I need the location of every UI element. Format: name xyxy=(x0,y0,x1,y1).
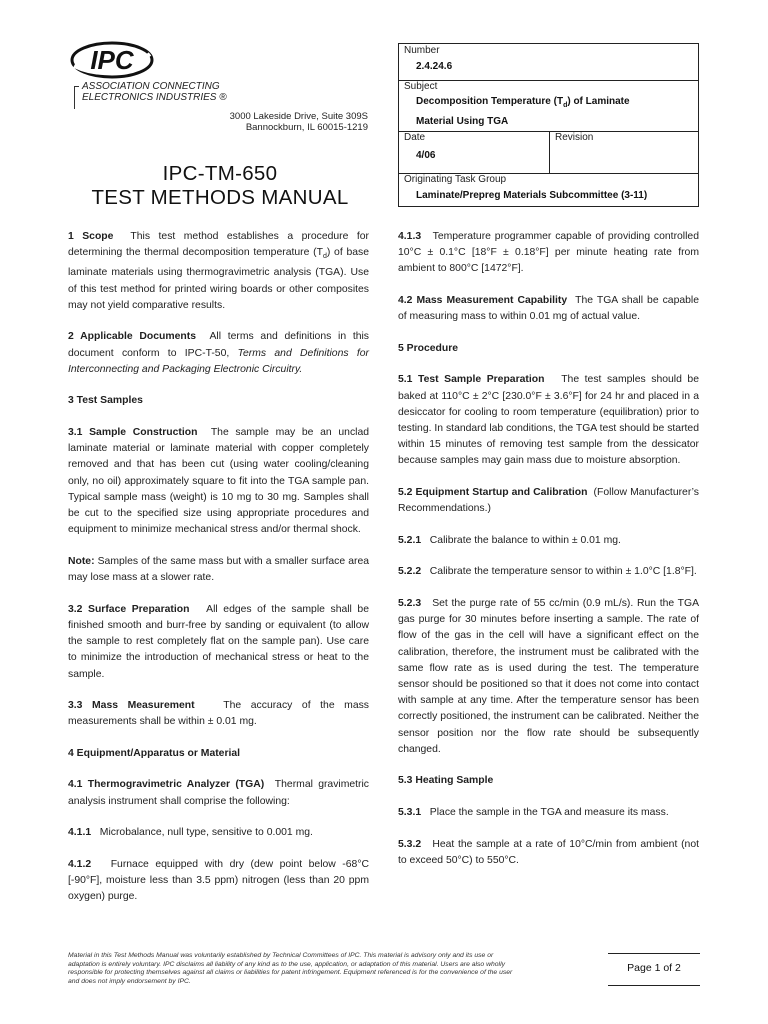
section-2-applicable-documents xyxy=(68,329,369,378)
section-text: Calibrate the balance to within ± 0.01 mg. xyxy=(429,534,621,546)
section-5-1 xyxy=(398,372,699,469)
address xyxy=(230,111,368,133)
section-heading: 3.3 Mass Measurement xyxy=(68,700,195,712)
title-line-1: IPC-TM-650 xyxy=(162,162,278,185)
date-value: 4/06 xyxy=(416,150,436,161)
ipc-logo xyxy=(70,40,154,80)
subject-text-c: Material Using TGA xyxy=(416,116,509,127)
subject-text-b: ) of Laminate xyxy=(567,96,630,107)
section-text: This test method establishes a procedure for determining the thermal decomposition temperature (T xyxy=(68,231,369,259)
manual-title xyxy=(70,162,370,210)
page-number: Page 1 of 2 xyxy=(627,962,681,974)
section-text: The accuracy of the mass measurements shall be within ± 0.01 mg. xyxy=(68,700,369,728)
subscript: d xyxy=(322,253,327,261)
section-text: Furnace equipped with dry (dew point below -68°C [-90°F], moisture less than 3.5 ppm) nitrogen (less than 20 ppm oxygen) purge. xyxy=(68,858,369,903)
section-5-3-2 xyxy=(398,837,699,869)
section-heading: 5.3 Heating Sample xyxy=(398,775,494,787)
section-heading: 4 Equipment/Apparatus or Material xyxy=(68,747,241,759)
section-3-1 xyxy=(68,425,369,538)
document-title: Terms and Definitions for Interconnecting and Packaging Electronic Circuitry. xyxy=(68,347,369,375)
revision-label: Revision xyxy=(555,132,594,143)
subject-value xyxy=(416,94,630,130)
section-text: Place the sample in the TGA and measure its mass. xyxy=(429,807,669,818)
note xyxy=(68,554,369,586)
section-heading: 5.2 Equipment Startup and Calibration xyxy=(398,487,588,498)
address-line-2: Bannockburn, IL 60015-1219 xyxy=(245,122,368,133)
section-text: Thermal gravimetric analysis instrument shall comprise the following: xyxy=(68,779,369,807)
section-5-2-1 xyxy=(398,533,699,549)
left-column xyxy=(68,229,369,921)
number-label: Number xyxy=(404,45,440,56)
section-text: The test samples should be baked at 110°C ± 2°C [230.0°F ± 3.6°F] for 24 hr and placed in a desiccator for cooling to room temperature (equilibration) prior to testing. In standard lab conditions, the TGA test should be started within 15 minutes of removing test sample from the dessicator because samples may gain mass due to moisture absorption. xyxy=(398,374,699,467)
section-heading: 3.1 Sample Construction xyxy=(68,427,198,439)
section-heading: 5.3.1 xyxy=(398,807,422,818)
section-3-2 xyxy=(68,602,369,683)
association-line-1: ASSOCIATION CONNECTING xyxy=(82,81,220,92)
section-3-heading xyxy=(68,393,369,409)
document-info-box xyxy=(398,43,699,207)
section-heading: 5.1 Test Sample Preparation xyxy=(398,374,545,386)
section-heading: 2 Applicable Documents xyxy=(68,331,196,343)
date-revision-divider xyxy=(549,131,550,173)
task-group-value: Laminate/Prepreg Materials Subcommittee (3-11) xyxy=(416,190,648,201)
section-4-1-3 xyxy=(398,229,699,278)
note-label: Note: xyxy=(68,555,95,567)
section-text: (Follow Manufacturer’s Recommendations.) xyxy=(398,487,699,515)
section-text: ) of base laminate materials using thermogravimetric analysis (TGA). Use of this test method for printed wiring boards or other composites may not yield comparative results. xyxy=(68,247,369,311)
section-text: Calibrate the temperature sensor to within ± 1.0°C [1.8°F]. xyxy=(429,566,697,578)
section-3-3 xyxy=(68,698,369,730)
section-text: All terms and definitions in this document conform to IPC-T-50, xyxy=(68,331,370,359)
footer-disclaimer: Material in this Test Methods Manual was voluntarily established by Technical Committees of IPC. This material is advisory only and its use or adaptation is entirely voluntary. IPC disclaims all liability of any kind as to the use, application, or adaptation of this material. Users are also wholly responsible for protecting themselves against all claims or liabilities for patent infringement. Equipment referenced is for the convenience of the user and does not imply endorsement by IPC. xyxy=(68,952,513,985)
subject-text-a: Decomposition Temperature (T xyxy=(416,96,564,107)
section-text: Temperature programmer capable of providing controlled 10°C ± 0.1°C [18°F ± 0.18°F] per minute heating rate from ambient to 800°C [1472°F]. xyxy=(398,231,699,275)
section-5-2 xyxy=(398,485,699,517)
section-4-1-2 xyxy=(68,857,369,906)
section-heading: 5.3.2 xyxy=(398,838,422,850)
section-heading: 5 Procedure xyxy=(398,342,459,354)
section-heading: 5.2.2 xyxy=(398,566,422,578)
section-text: The sample may be an unclad laminate material or laminate material with copper completely removed and that has been cut (using water cooling/cleaning only, no oil) approximately square to fit into the TGA sample pan. Typical sample mass (weight) is 10 mg to 30 mg. Samples shall be cut to the specified size using appropriate procedures and equipment to minimize mechanical stress and/or thermal shock. xyxy=(68,427,370,536)
section-5-heading xyxy=(398,341,699,357)
section-text: Microbalance, null type, sensitive to 0.001 mg. xyxy=(99,827,313,839)
section-heading: 5.2.3 xyxy=(398,597,422,609)
section-5-2-2 xyxy=(398,564,699,580)
logo-text: IPC xyxy=(90,45,134,75)
right-column xyxy=(398,229,699,884)
section-text: Heat the sample at a rate of 10°C/min from ambient (not to exceed 50°C) to 550°C. xyxy=(398,838,699,866)
section-heading: 4.1.3 xyxy=(398,231,422,242)
logo-bracket xyxy=(74,86,79,109)
subject-label: Subject xyxy=(404,81,438,92)
section-5-2-3 xyxy=(398,596,699,758)
section-1-scope xyxy=(68,229,369,314)
task-group-row xyxy=(399,173,698,208)
section-4-2 xyxy=(398,293,699,325)
note-text: Samples of the same mass but with a smaller surface area may lose mass at a slower rate. xyxy=(68,555,369,584)
number-value: 2.4.24.6 xyxy=(416,61,453,72)
section-text: The TGA shall be capable of measuring mass to within 0.01 mg of actual value. xyxy=(398,295,700,323)
section-heading: 3.2 Surface Preparation xyxy=(68,603,190,615)
section-heading: 1 Scope xyxy=(68,231,114,242)
section-heading: 4.1 Thermogravimetric Analyzer (TGA) xyxy=(68,779,265,791)
association-name xyxy=(82,81,227,103)
section-4-1 xyxy=(68,777,369,809)
section-5-3-heading xyxy=(398,773,699,789)
section-text: Set the purge rate of 55 cc/min (0.9 mL/s). Run the TGA gas purge for 30 minutes before inserting a sample. The rate of flow of the gas in the cell will have a significant effect on the calibration, therefore, the instrument must be calibrated with the same flow rate as is used during the test. The temperature sensor should be positioned so that it does not come into contact with sample at any time. After the temperature sensor has been correctly positioned, the instrument can be calibrated. Neither the sensor position nor the flow rate should be subsequently changed. xyxy=(398,597,699,755)
section-heading: 5.2.1 xyxy=(398,534,422,546)
section-heading: 4.2 Mass Measurement Capability xyxy=(398,295,568,306)
section-heading: 4.1.2 xyxy=(68,858,92,870)
section-4-heading xyxy=(68,746,369,762)
association-line-2: ELECTRONICS INDUSTRIES ® xyxy=(82,92,227,103)
number-row xyxy=(399,44,698,81)
subject-row xyxy=(399,80,698,132)
section-4-1-1 xyxy=(68,825,369,841)
section-heading: 3 Test Samples xyxy=(68,395,143,407)
section-text: All edges of the sample shall be finished smooth and burr-free by sanding or equivalent (to allow the sample to rest completely flat on the sample pan). Use care to minimize the introduction of mechanical stress or heat to the sample. xyxy=(68,603,369,680)
section-5-3-1 xyxy=(398,805,699,821)
date-label: Date xyxy=(404,132,426,143)
address-line-1: 3000 Lakeside Drive, Suite 309S xyxy=(229,111,368,122)
section-heading: 4.1.1 xyxy=(68,827,92,839)
task-group-label: Originating Task Group xyxy=(404,174,507,185)
title-line-2: TEST METHODS MANUAL xyxy=(91,186,349,209)
subject-subscript: d xyxy=(563,102,568,109)
